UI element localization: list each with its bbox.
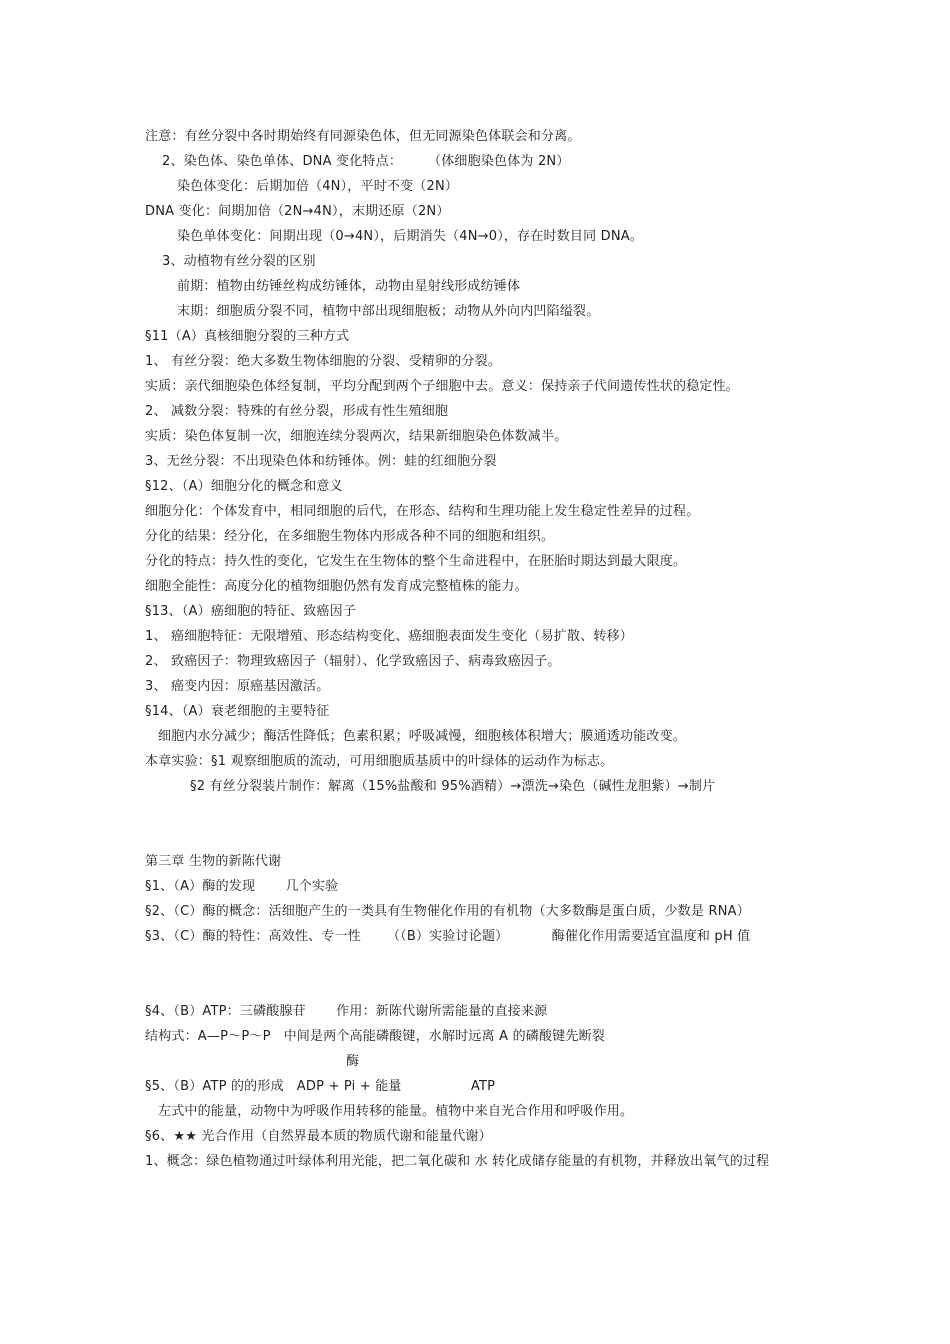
chromosome-change-line: 染色体变化：后期加倍（4N），平时不变（2N） [177, 179, 459, 194]
telophase-line: 末期：细胞质分裂不同，植物中部出现细胞板；动物从外向内凹陷缢裂。 [177, 304, 600, 319]
chapter-3-title: 第三章 生物的新陈代谢 [145, 854, 282, 869]
atp-line: §4、（B）ATP：三磷酸腺苷 作用：新陈代谢所需能量的直接来源 [145, 1004, 548, 1019]
cancer-cause-line: 3、 癌变内因：原癌基因激活。 [145, 679, 330, 694]
enzyme-concept-line: §2、（C）酶的概念：活细胞产生的一类具有生物催化作用的有机物（大多数酶是蛋白质，少数是 RNA） [145, 904, 750, 919]
section-12-heading: §12、（A）细胞分化的概念和意义 [145, 479, 343, 494]
totipotency-line: 细胞全能性：高度分化的植物细胞仍然有发育成完整植株的能力。 [145, 579, 528, 594]
experiment-2-line: §2 有丝分裂装片制作：解离（15%盐酸和 95%酒精）→漂洗→染色（碱性龙胆紫）→制片 [190, 779, 716, 794]
meiosis-line: 2、 减数分裂：特殊的有丝分裂，形成有性生殖细胞 [145, 404, 449, 419]
chromosome-change-heading: 2、染色体、染色单体、DNA 变化特点： （体细胞染色体为 2N） [162, 154, 570, 169]
atp-structure-line: 结构式：A—P～P～P 中间是两个高能磷酸键，水解时远离 A 的磷酸键先断裂 [145, 1029, 605, 1044]
mitosis-line: 1、 有丝分裂：绝大多数生物体细胞的分裂、受精卵的分裂。 [145, 354, 502, 369]
cancer-feature-line: 1、 癌细胞特征：无限增殖、形态结构变化、癌细胞表面发生变化（易扩散、转移） [145, 629, 634, 644]
plant-animal-difference-heading: 3、动植物有丝分裂的区别 [162, 254, 316, 269]
aging-feature-line: 细胞内水分减少；酶活性降低；色素积累；呼吸减慢，细胞核体积增大；膜通透功能改变。 [158, 729, 687, 744]
section-14-heading: §14、（A）衰老细胞的主要特征 [145, 704, 330, 719]
carcinogen-line: 2、 致癌因子：物理致癌因子（辐射）、化学致癌因子、病毒致癌因子。 [145, 654, 561, 669]
photosynthesis-heading: §6、★★ 光合作用（自然界最本质的物质代谢和能量代谢） [145, 1129, 492, 1144]
enzyme-annotation: 酶 [346, 1054, 360, 1069]
differentiation-feature-line: 分化的特点：持久性的变化，它发生在生物体的整个生命进程中，在胚胎时期达到最大限度。 [145, 554, 687, 569]
photosynthesis-concept-line: 1、概念：绿色植物通过叶绿体利用光能，把二氧化碳和 水 转化成储存能量的有机物，并释放出氧气的过程 [145, 1154, 770, 1169]
mitosis-essence-line: 实质：亲代细胞染色体经复制，平均分配到两个子细胞中去。意义：保持亲子代间遗传性状的稳定性。 [145, 379, 740, 394]
meiosis-essence-line: 实质：染色体复制一次，细胞连续分裂两次，结果新细胞染色体数减半。 [145, 429, 568, 444]
energy-source-line: 左式中的能量，动物中为呼吸作用转移的能量。植物中来自光合作用和呼吸作用。 [158, 1104, 634, 1119]
section-11-heading: §11（A）真核细胞分裂的三种方式 [145, 329, 350, 344]
dna-change-line: DNA 变化：间期加倍（2N→4N），末期还原（2N） [145, 204, 450, 219]
section-13-heading: §13、（A）癌细胞的特征、致癌因子 [145, 604, 357, 619]
enzyme-discovery-line: §1、（A）酶的发现 几个实验 [145, 879, 339, 894]
experiment-1-line: 本章实验：§1 观察细胞质的流动，可用细胞质基质中的叶绿体的运动作为标志。 [145, 754, 614, 769]
differentiation-line: 细胞分化：个体发育中，相同细胞的后代，在形态、结构和生理功能上发生稳定性差异的过程。 [145, 504, 700, 519]
enzyme-property-line: §3、（C）酶的特性：高效性、专一性 （（B）实验讨论题） 酶催化作用需要适宜温度和 pH 值 [145, 929, 751, 944]
note-line: 注意：有丝分裂中各时期始终有同源染色体，但无同源染色体联会和分离。 [145, 129, 581, 144]
prophase-line: 前期：植物由纺锤丝构成纺锤体，动物由星射线形成纺锤体 [177, 279, 521, 294]
chromatid-change-line: 染色单体变化：间期出现（0→4N），后期消失（4N→0），存在时数目同 DNA。 [177, 229, 644, 244]
atp-formation-line: §5、（B）ATP 的的形成 ADP + Pi + 能量 ATP [145, 1079, 496, 1094]
amitosis-line: 3、无丝分裂：不出现染色体和纺锤体。例：蛙的红细胞分裂 [145, 454, 497, 469]
differentiation-result-line: 分化的结果：经分化，在多细胞生物体内形成各种不同的细胞和组织。 [145, 529, 555, 544]
